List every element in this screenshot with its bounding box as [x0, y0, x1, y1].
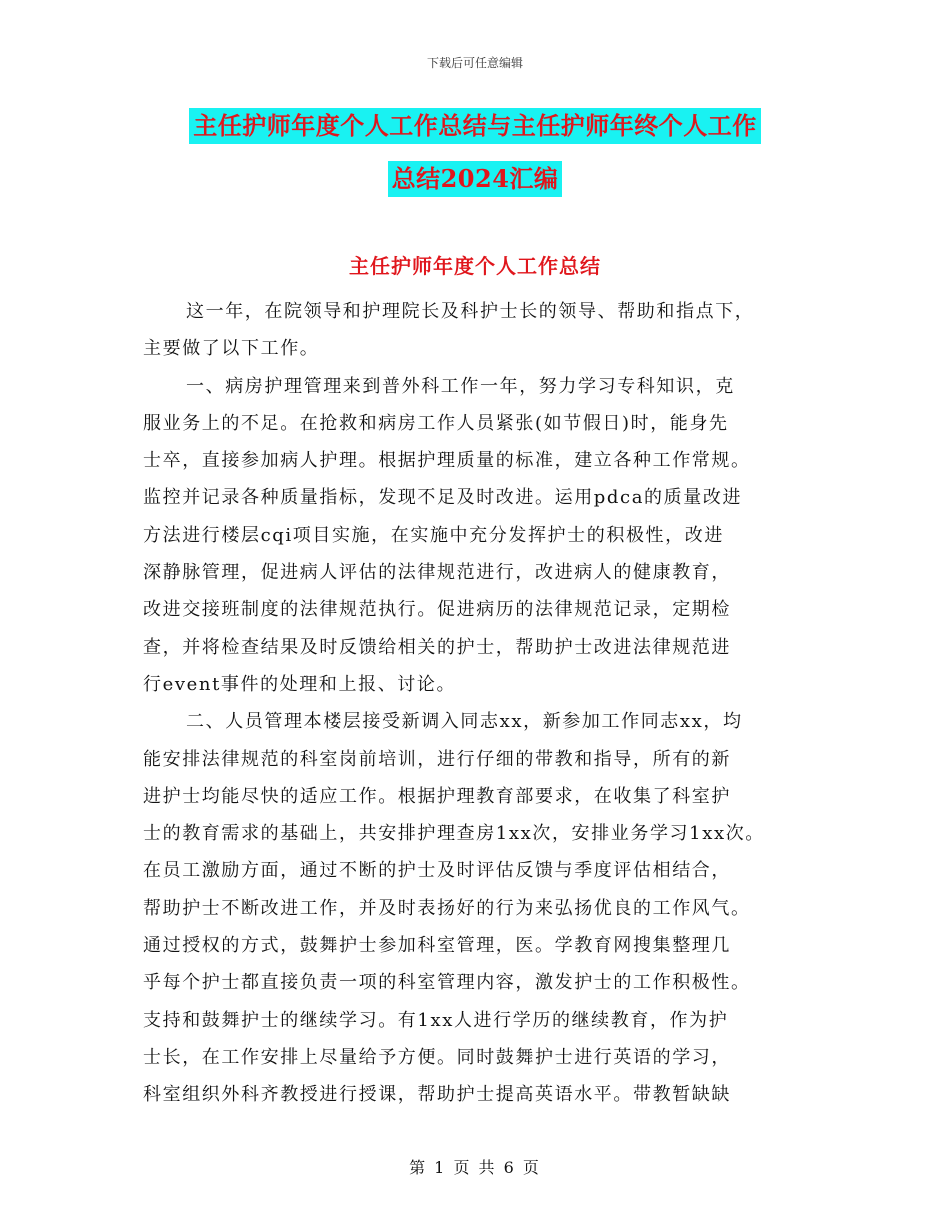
- header-note: 下载后可任意编辑: [426, 56, 523, 70]
- text-line: 深静脉管理，促进病人评估的法律规范进行，改进病人的健康教育，: [143, 562, 731, 584]
- text-line: 士的教育需求的基础上，共安排护理查房1xx次，安排业务学习1xx次。: [143, 823, 765, 845]
- text-line: 通过授权的方式，鼓舞护士参加科室管理，医。学教育网搜集整理几: [143, 935, 731, 957]
- text-line: 支持和鼓舞护士的继续学习。有1xx人进行学历的继续教育，作为护: [143, 1009, 729, 1031]
- text-line: 乎每个护士都直接负责一项的科室管理内容，激发护士的工作积极性。: [143, 972, 751, 994]
- text-line: 主要做了以下工作。: [143, 338, 320, 360]
- body-text: [143, 293, 823, 1114]
- section-heading: 主任护师年度个人工作总结: [349, 254, 601, 278]
- text-line: 帮助护士不断改进工作，并及时表扬好的行为来弘扬优良的工作风气。: [143, 897, 751, 919]
- text-line: 一、病房护理管理来到普外科工作一年，努力学习专科知识，克: [186, 375, 735, 397]
- text-line: 士卒，直接参加病人护理。根据护理质量的标准，建立各种工作常规。: [143, 450, 751, 472]
- text-line: 二、人员管理本楼层接受新调入同志xx，新参加工作同志xx，均: [186, 711, 743, 733]
- text-line: 士长，在工作安排上尽量给予方便。同时鼓舞护士进行英语的学习，: [143, 1046, 731, 1068]
- text-line: 能安排法律规范的科室岗前培训，进行仔细的带教和指导，所有的新: [143, 748, 731, 770]
- text-line: 方法进行楼层cqi项目实施，在实施中充分发挥护士的积极性，改进: [143, 524, 724, 546]
- title-line-2: 总结2024汇编: [388, 161, 563, 197]
- title-line-1: 主任护师年度个人工作总结与主任护师年终个人工作: [189, 108, 761, 144]
- page-number-footer: 第 1 页 共 6 页: [409, 1158, 541, 1177]
- document-title: [0, 108, 950, 214]
- text-line: 查，并将检查结果及时反馈给相关的护士，帮助护士改进法律规范进: [143, 636, 731, 658]
- text-line: 行event事件的处理和上报、讨论。: [143, 673, 457, 695]
- text-line: 监控并记录各种质量指标，发现不足及时改进。运用pdca的质量改进: [143, 487, 743, 509]
- text-line: 进护士均能尽快的适应工作。根据护理教育部要求，在收集了科室护: [143, 785, 731, 807]
- text-line: 科室组织外科齐教授进行授课，帮助护士提高英语水平。带教暂缺缺: [143, 1084, 731, 1106]
- text-line: 改进交接班制度的法律规范执行。促进病历的法律规范记录，定期检: [143, 599, 731, 621]
- text-line: 服业务上的不足。在抢救和病房工作人员紧张(如节假日)时，能身先: [143, 412, 729, 434]
- text-line: 在员工激励方面，通过不断的护士及时评估反馈与季度评估相结合，: [143, 860, 731, 882]
- text-line: 这一年，在院领导和护理院长及科护士长的领导、帮助和指点下，: [186, 301, 755, 322]
